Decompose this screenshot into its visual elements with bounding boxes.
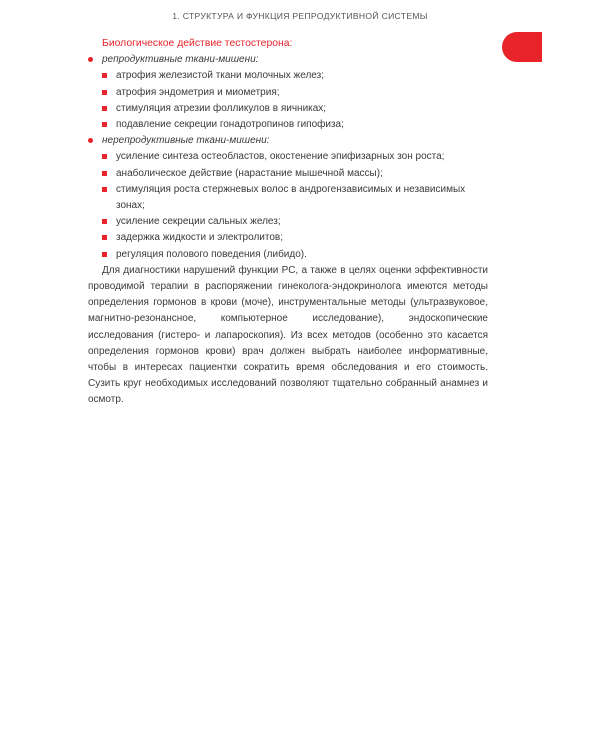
square-bullet-icon [102, 122, 107, 127]
square-bullet-icon [102, 171, 107, 176]
list-item [88, 182, 488, 214]
list-item [88, 214, 488, 230]
square-bullet-icon [102, 235, 107, 240]
list-item-text: подавление секреции гонадотропинов гипофиза; [116, 119, 344, 131]
page-content [88, 36, 488, 409]
list-group-reproductive [88, 52, 488, 68]
round-bullet-icon [88, 138, 93, 143]
square-bullet-icon [102, 106, 107, 111]
square-bullet-icon [102, 90, 107, 95]
running-head: 1. СТРУКТУРА И ФУНКЦИЯ РЕПРОДУКТИВНОЙ СИСТЕМЫ [172, 11, 428, 21]
list-item [88, 68, 488, 84]
list-item [88, 230, 488, 246]
list-group-nonreproductive [88, 133, 488, 149]
square-bullet-icon [102, 154, 107, 159]
list-item-text: атрофия железистой ткани молочных желез; [116, 70, 324, 82]
group-label: репродуктивные ткани-мишени: [102, 54, 259, 66]
group-label: нерепродуктивные ткани-мишени: [102, 135, 270, 147]
list-item [88, 117, 488, 133]
round-bullet-icon [88, 57, 93, 62]
list-item-text: регуляция полового поведения (либидо). [116, 248, 307, 260]
list-item-text: стимуляция атрезии фолликулов в яичниках; [116, 102, 327, 114]
list-item-text: анаболическое действие (нарастание мышечной массы); [116, 167, 383, 179]
body-paragraph: Для диагностики нарушений функции РС, а также в целях оценки эффективности проводимой терапии в распоряжении гинеколога-эндокринолога имеются методы определения гормонов в крови (моче), инструментальные методы (ультразвуковое, магнитно-резонансное, компьютерное исследование), эндоскопические исследования (гистеро- и лапароскопия). Из всех методов (особенно это касается определения гормонов крови) врач должен выбрать наиболее информативные, чтобы в интересах пациентки сократить время обследования и его стоимость. Сузить круг необходимых исследований позволяют тщательно собранный анамнез и осмотр. [88, 264, 488, 406]
square-bullet-icon [102, 73, 107, 78]
list-item-text: усиление синтеза остеобластов, окостенение эпифизарных зон роста; [116, 151, 445, 163]
list-item-text: задержка жидкости и электролитов; [116, 232, 283, 244]
square-bullet-icon [102, 187, 107, 192]
list-item-text: усиление секреции сальных желез; [116, 216, 281, 228]
list-item [88, 149, 488, 165]
list-item [88, 247, 488, 263]
list-item-text: атрофия эндометрия и миометрия; [116, 86, 280, 98]
list-item [88, 85, 488, 101]
list-item [88, 166, 488, 182]
section-title: Биологическое действие тестостерона: [102, 38, 293, 49]
list-item [88, 101, 488, 117]
square-bullet-icon [102, 252, 107, 257]
square-bullet-icon [102, 219, 107, 224]
list-item-text: стимуляция роста стержневых волос в андрогензависимых и независимых зонах; [116, 183, 466, 212]
chapter-thumb-tab [502, 32, 542, 62]
